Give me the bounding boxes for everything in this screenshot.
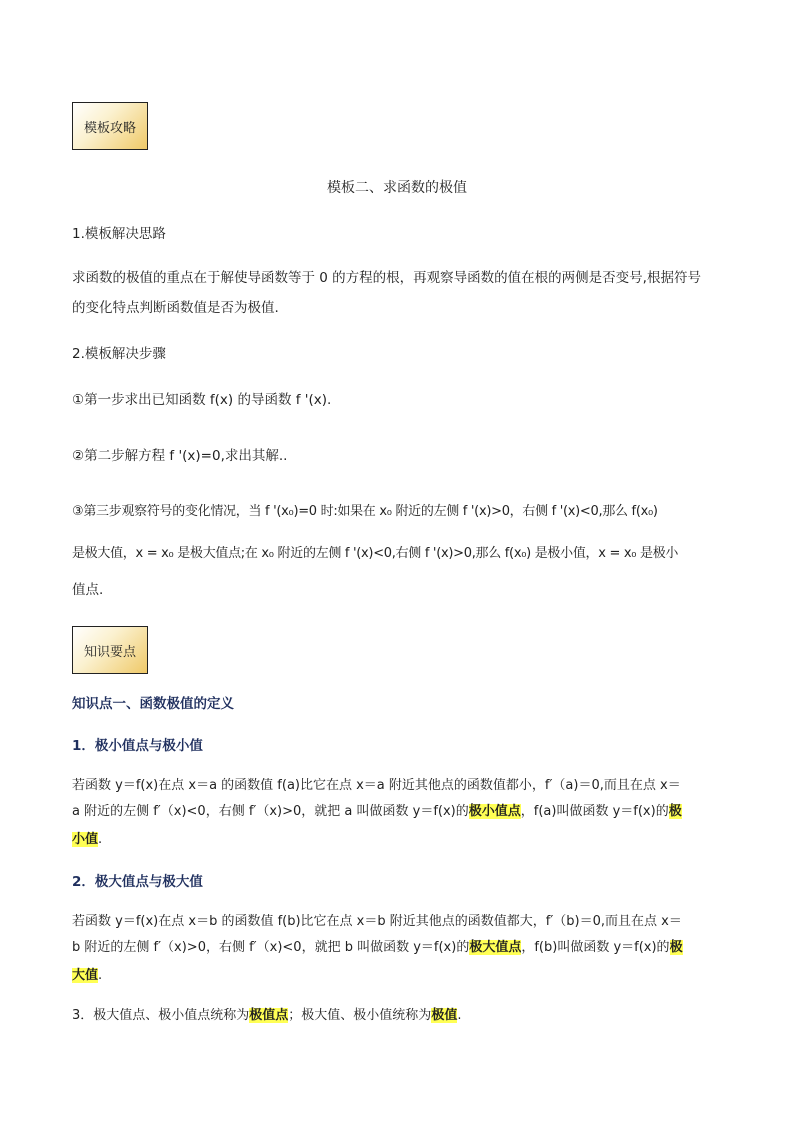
minimum-definition-line-1: 若函数 y＝f(x)在点 x＝a 的函数值 f(a)比它在点 x＝a 附近其他点的函数值都小，f′（a)＝0,而且在点 x＝ <box>72 778 681 793</box>
highlight-extreme-point: 极值点 <box>249 1008 289 1023</box>
highlight-maximum-point: 极大值点 <box>469 940 522 955</box>
step-2: ②第二步解方程 f '(x)=0,求出其解.. <box>72 448 288 464</box>
page-title: 模板二、求函数的极值 <box>327 180 467 196</box>
maximum-definition-line-1: 若函数 y＝f(x)在点 x＝b 的函数值 f(b)比它在点 x＝b 附近其他点的函数值都大，f′（b)＝0,而且在点 x＝ <box>72 914 682 929</box>
step-3-line-1: ③第三步观察符号的变化情况，当 f '(x₀)=0 时:如果在 x₀ 附近的左侧 f '(x)>0，右侧 f '(x)<0,那么 f(x₀) <box>72 504 658 519</box>
highlight-minimum-value-part-2: 小值 <box>72 832 99 847</box>
highlight-minimum-value-part-1: 极 <box>668 804 682 819</box>
step-3-line-3: 值点. <box>72 582 104 598</box>
highlight-maximum-value-part-1: 极 <box>669 940 683 955</box>
maximum-subheading: 2．极大值点与极大值 <box>72 874 203 890</box>
highlight-maximum-value-part-2: 大值 <box>72 968 99 983</box>
minimum-subheading: 1．极小值点与极小值 <box>72 738 203 754</box>
step-1: ①第一步求出已知函数 f(x) 的导函数 f '(x). <box>72 392 332 408</box>
step-3-line-2: 是极大值，x = x₀ 是极大值点;在 x₀ 附近的左侧 f '(x)<0,右侧 f '(x)>0,那么 f(x₀) 是极小值，x = x₀ 是极小 <box>72 546 679 561</box>
minimum-definition-line-3: 小值. <box>72 832 103 847</box>
minimum-definition-line-2: a 附近的左侧 f′（x)<0，右侧 f′（x)>0，就把 a 叫做函数 y＝f(x)的极小值点，f(a)叫做函数 y＝f(x)的极 <box>72 804 682 819</box>
extreme-summary: 3．极大值点、极小值点统称为极值点；极大值、极小值统称为极值. <box>72 1008 462 1023</box>
knowledge-point-1-heading: 知识点一、函数极值的定义 <box>72 696 234 712</box>
section-1-heading: 1.模板解决思路 <box>72 226 166 242</box>
template-strategy-badge: 模板攻略 <box>72 102 148 150</box>
section-1-paragraph-line-1: 求函数的极值的重点在于解使导函数等于 0 的方程的根，再观察导函数的值在根的两侧是否变号,根据符号 <box>72 270 701 286</box>
section-2-heading: 2.模板解决步骤 <box>72 346 166 362</box>
knowledge-points-badge: 知识要点 <box>72 626 148 674</box>
section-1-paragraph-line-2: 的变化特点判断函数值是否为极值. <box>72 300 279 316</box>
highlight-minimum-point: 极小值点 <box>468 804 521 819</box>
maximum-definition-line-3: 大值. <box>72 968 103 983</box>
highlight-extreme-value: 极值 <box>431 1008 458 1023</box>
maximum-definition-line-2: b 附近的左侧 f′（x)>0，右侧 f′（x)<0，就把 b 叫做函数 y＝f(x)的极大值点，f(b)叫做函数 y＝f(x)的极 <box>72 940 683 955</box>
